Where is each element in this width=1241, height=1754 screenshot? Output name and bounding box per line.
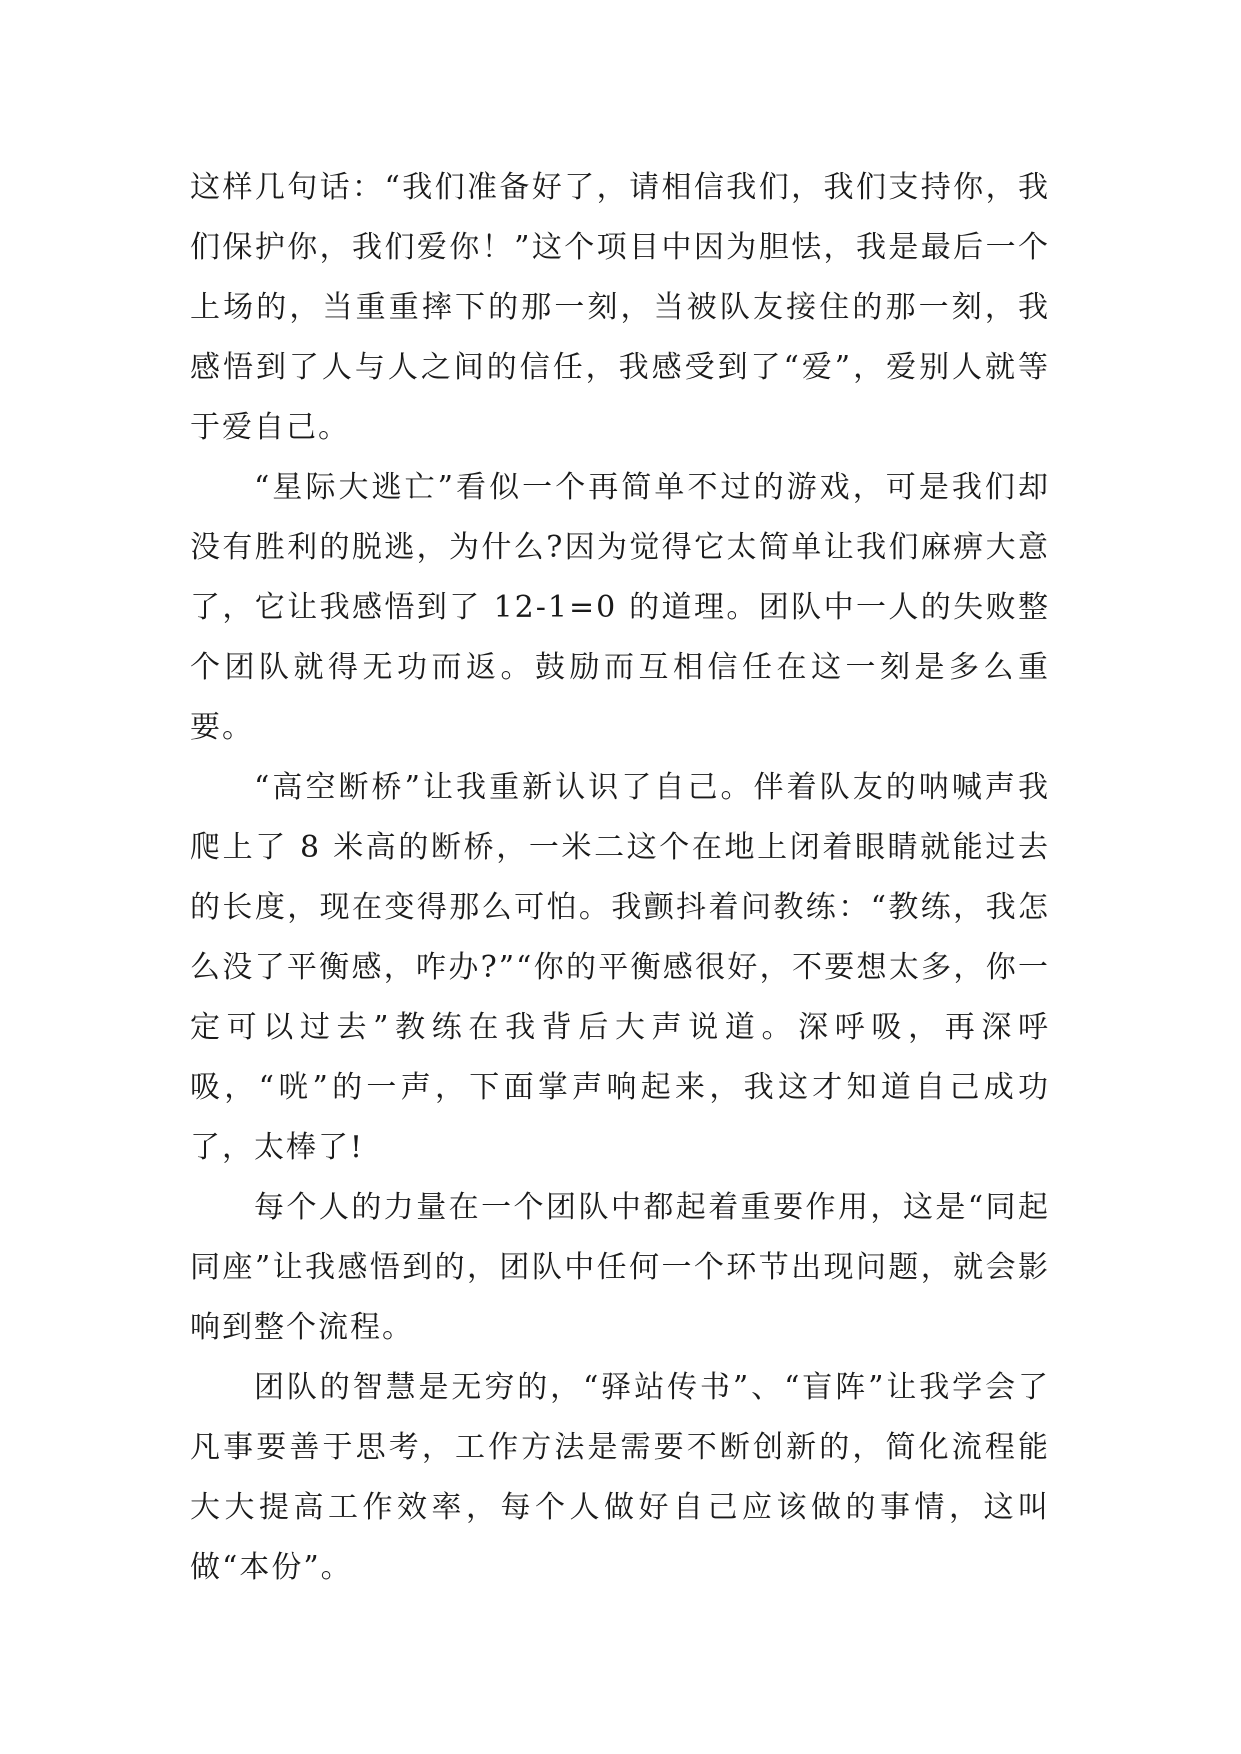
paragraph-team-wisdom: 团队的智慧是无穷的，“驿站传书”、“盲阵”让我学会了凡事要善于思考，工作方法是需要不断创新的，简化流程能大大提高工作效率，每个人做好自己应该做的事情，这叫做“本份”。 xyxy=(190,1370,1050,1585)
paragraph-star-escape: “星际大逃亡”看似一个再简单不过的游戏，可是我们却没有胜利的脱逃，为什么?因为觉得它太简单让我们麻痹大意了，它让我感悟到了 12-1=0 的道理。团队中一人的失败整个团队就得无功而返。鼓励而互相信任在这一刻是多么重要。 xyxy=(190,470,1050,745)
paragraph-team-strength: 每个人的力量在一个团队中都起着重要作用，这是“同起同座”让我感悟到的，团队中任何一个环节出现问题，就会影响到整个流程。 xyxy=(190,1190,1050,1345)
paragraph-high-bridge: “高空断桥”让我重新认识了自己。伴着队友的呐喊声我爬上了 8 米高的断桥，一米二这个在地上闭着眼睛就能过去的长度，现在变得那么可怕。我颤抖着问教练：“教练，我怎么没了平衡感，咋办?”“你的平衡感很好，不要想太多，你一定可以过去”教练在我背后大声说道。深呼吸，再深呼吸，“咣”的一声，下面掌声响起来，我这才知道自己成功了，太棒了! xyxy=(190,770,1050,1165)
document-body xyxy=(190,158,1050,1598)
paragraph-continuation: 这样几句话：“我们准备好了，请相信我们，我们支持你，我们保护你，我们爱你！”这个项目中因为胆怯，我是最后一个上场的，当重重摔下的那一刻，当被队友接住的那一刻，我感悟到了人与人之间的信任，我感受到了“爱”，爱别人就等于爱自己。 xyxy=(190,170,1050,445)
